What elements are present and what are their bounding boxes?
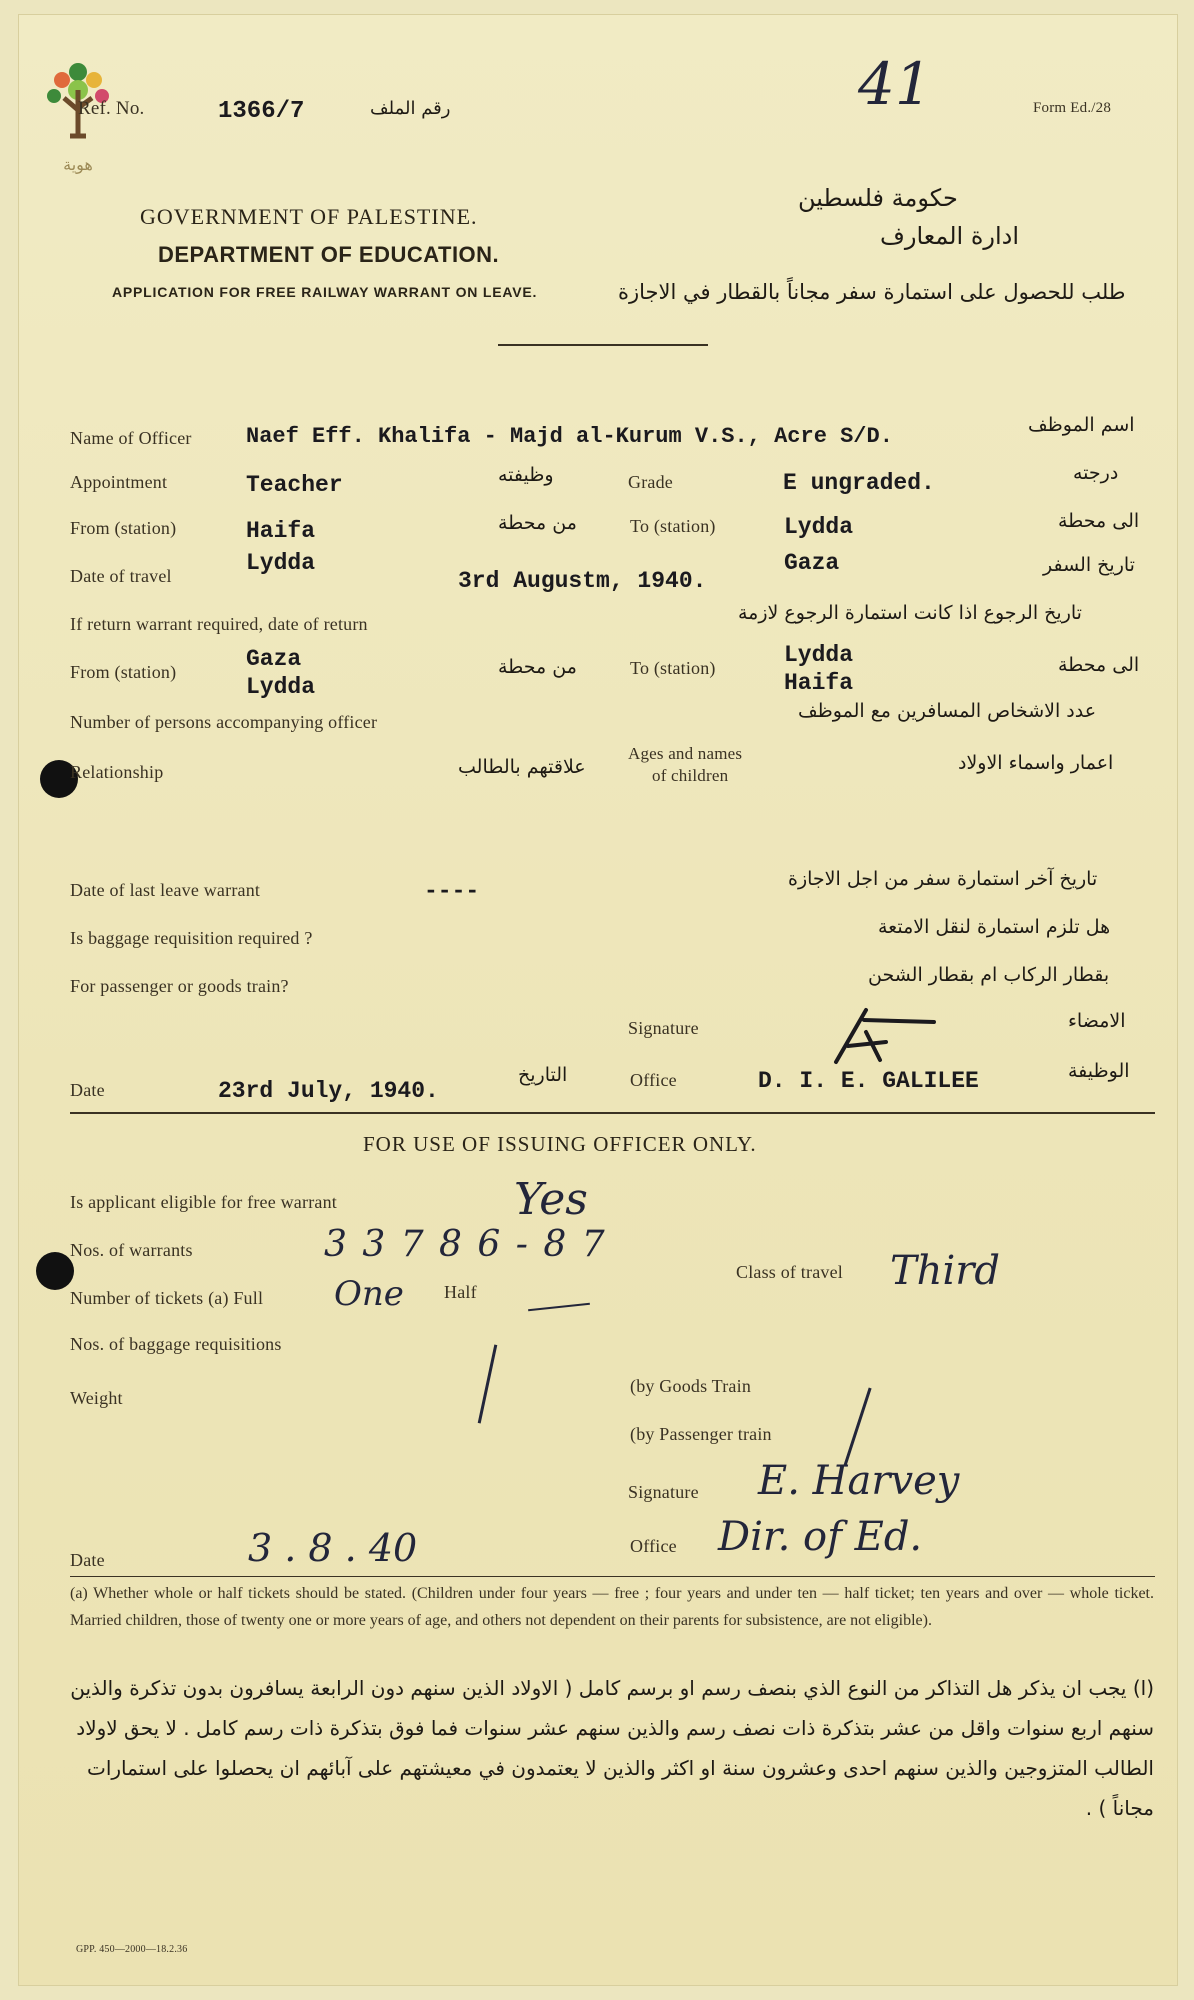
dept-title-en: DEPARTMENT OF EDUCATION. bbox=[158, 242, 500, 267]
section-divider bbox=[70, 1112, 1155, 1114]
header-divider bbox=[498, 344, 708, 346]
class-value: Third bbox=[890, 1248, 1000, 1294]
return-label-ar: تاريخ الرجوع اذا كانت استمارة الرجوع لازمة bbox=[738, 602, 1082, 624]
passenger-train-label: (by Passenger train bbox=[630, 1424, 772, 1444]
weight-label: Weight bbox=[70, 1388, 123, 1408]
dept-title-ar: ادارة المعارف bbox=[880, 222, 1020, 250]
to-label: To (station) bbox=[630, 516, 716, 536]
application-title-ar: طلب للحصول على استمارة سفر مجاناً بالقطار في الاجازة bbox=[618, 280, 1126, 304]
issuing-signature-value: E. Harvey bbox=[758, 1458, 960, 1504]
date-travel-value-mid: 3rd Augustm, 1940. bbox=[458, 568, 707, 594]
logo-text: هوية bbox=[63, 155, 93, 174]
eligible-label: Is applicant eligible for free warrant bbox=[70, 1192, 337, 1212]
relationship-label: Relationship bbox=[70, 762, 164, 782]
applicant-date-label: Date bbox=[70, 1080, 105, 1100]
return-label: If return warrant required, date of return bbox=[70, 614, 368, 634]
tickets-half-label: Half bbox=[444, 1282, 477, 1302]
appointment-value: Teacher bbox=[246, 472, 343, 498]
appointment-label: Appointment bbox=[70, 472, 168, 492]
application-title-en: APPLICATION FOR FREE RAILWAY WARRANT ON LEAVE. bbox=[112, 284, 538, 300]
warrants-label: Nos. of warrants bbox=[70, 1240, 193, 1260]
last-warrant-label: Date of last leave warrant bbox=[70, 880, 261, 900]
persons-label-ar: عدد الاشخاص المسافرين مع الموظف bbox=[798, 700, 1097, 722]
date-travel-value-left: Lydda bbox=[246, 550, 316, 576]
gov-title-en: GOVERNMENT OF PALESTINE. bbox=[140, 204, 478, 229]
page-number-handwritten: 41 bbox=[858, 50, 932, 118]
return-from-value-2: Lydda bbox=[246, 674, 316, 700]
ages-label-1: Ages and names bbox=[628, 744, 743, 763]
return-to-value-1: Lydda bbox=[784, 642, 854, 668]
relationship-label-ar: علاقتهم بالطالب bbox=[458, 756, 586, 778]
issuing-date-label: Date bbox=[70, 1550, 105, 1570]
tickets-label: Number of tickets (a) Full bbox=[70, 1288, 264, 1308]
printer-code: GPP. 450—2000—18.2.36 bbox=[76, 1944, 188, 1955]
from-label-ar: من محطة bbox=[498, 512, 577, 534]
date-travel-label: Date of travel bbox=[70, 566, 172, 586]
grade-label-ar: درجته bbox=[1073, 462, 1119, 484]
document-page bbox=[18, 14, 1178, 1986]
issuing-office-value: Dir. of Ed. bbox=[718, 1514, 923, 1560]
ref-number: 1366/7 bbox=[218, 98, 305, 125]
issuing-office-label: Office bbox=[630, 1536, 677, 1556]
applicant-date-value: 23rd July, 1940. bbox=[218, 1078, 439, 1104]
last-warrant-value: ---- bbox=[424, 878, 480, 904]
goods-train-label: (by Goods Train bbox=[630, 1376, 752, 1396]
class-label: Class of travel bbox=[736, 1262, 843, 1282]
grade-label: Grade bbox=[628, 472, 673, 492]
applicant-office-label-ar: الوظيفة bbox=[1068, 1060, 1130, 1082]
last-warrant-label-ar: تاريخ آخر استمارة سفر من اجل الاجازة bbox=[788, 868, 1098, 890]
name-label-ar: اسم الموظف bbox=[1028, 414, 1135, 436]
baggage-req-label: Nos. of baggage requisitions bbox=[70, 1334, 282, 1354]
train-label-ar: بقطار الركاب ام بقطار الشحن bbox=[868, 964, 1110, 986]
applicant-signature-label-ar: الامضاء bbox=[1068, 1010, 1126, 1032]
form-code: Form Ed./28 bbox=[1033, 100, 1112, 116]
tickets-half-dash bbox=[528, 1303, 590, 1311]
ages-label-ar: اعمار واسماء الاولاد bbox=[958, 752, 1114, 774]
persons-label: Number of persons accompanying officer bbox=[70, 712, 378, 732]
gov-title-ar: حكومة فلسطين bbox=[798, 184, 958, 212]
grade-value: E ungraded. bbox=[783, 470, 935, 496]
to-label-ar: الى محطة bbox=[1058, 510, 1140, 532]
applicant-office-value: D. I. E. GALILEE bbox=[758, 1068, 979, 1094]
ages-label-2: of children bbox=[652, 766, 729, 785]
issuing-heading: FOR USE OF ISSUING OFFICER ONLY. bbox=[363, 1132, 757, 1156]
ref-label-ar: رقم الملف bbox=[370, 98, 451, 119]
punch-hole-bottom bbox=[36, 1252, 74, 1290]
from-label: From (station) bbox=[70, 518, 177, 538]
from-value: Haifa bbox=[246, 518, 316, 544]
to-value: Lydda bbox=[784, 514, 854, 540]
return-to-label-ar: الى محطة bbox=[1058, 654, 1140, 676]
date-travel-label-ar: تاريخ السفر bbox=[1043, 554, 1135, 576]
weight-slash bbox=[478, 1345, 498, 1424]
tickets-full-value: One bbox=[334, 1274, 404, 1314]
issuing-date-value: 3 . 8 . 40 bbox=[248, 1526, 418, 1570]
return-to-label: To (station) bbox=[630, 658, 716, 678]
appointment-label-ar: وظيفته bbox=[498, 464, 554, 486]
baggage-label: Is baggage requisition required ? bbox=[70, 928, 313, 948]
eligible-value: Yes bbox=[514, 1174, 588, 1225]
warrants-value: 3 3 7 8 6 - 8 7 bbox=[324, 1224, 607, 1265]
footnote-en: (a) Whether whole or half tickets should be stated. (Children under four years — free ; four years and under ten — half ticket; ten years and over — whole ticket. Married children, those of twenty one or more years of age, and others not dependent on their parents for subsistence, are not eligible). bbox=[70, 1585, 1154, 1629]
name-label: Name of Officer bbox=[70, 428, 192, 448]
return-to-value-2: Haifa bbox=[784, 670, 854, 696]
return-from-label-ar: من محطة bbox=[498, 656, 577, 678]
date-travel-value-right: Gaza bbox=[784, 550, 840, 576]
applicant-office-label: Office bbox=[630, 1070, 677, 1090]
footnote-ar: (ا) يجب ان يذكر هل التذاكر من النوع الذي بنصف رسم او برسم كامل ( الاولاد الذين سنهم دون الرابعة يسافرون بدون تذكرة والذين سنهم اربع سنوات واقل من عشر بتذكرة ذات نصف رسم والذين سنهم عشر سنوات فما فوق بتذكرة ذات رسم كامل . لا يحق لاولاد الطالب المتزوجين والذين سنهم احدى وعشرون سنة او اكثر والذين لا يعتمدون في معيشتهم على آبائهم ان يحصلوا على استمارات مجاناً ) . bbox=[70, 1676, 1154, 1820]
applicant-signature-mark bbox=[826, 1002, 936, 1072]
return-from-label: From (station) bbox=[70, 662, 177, 682]
footnote-divider bbox=[70, 1576, 1155, 1577]
applicant-signature-label: Signature bbox=[628, 1018, 699, 1038]
train-slash bbox=[843, 1388, 871, 1467]
baggage-label-ar: هل تلزم استمارة لنقل الامتعة bbox=[878, 916, 1111, 938]
train-label: For passenger or goods train? bbox=[70, 976, 289, 996]
return-from-value-1: Gaza bbox=[246, 646, 302, 672]
ref-label: Ref. No. bbox=[78, 98, 145, 119]
applicant-date-label-ar: التاريخ bbox=[518, 1064, 568, 1086]
issuing-signature-label: Signature bbox=[628, 1482, 699, 1502]
name-value: Naef Eff. Khalifa - Majd al-Kurum V.S., Acre S/D. bbox=[246, 424, 893, 449]
